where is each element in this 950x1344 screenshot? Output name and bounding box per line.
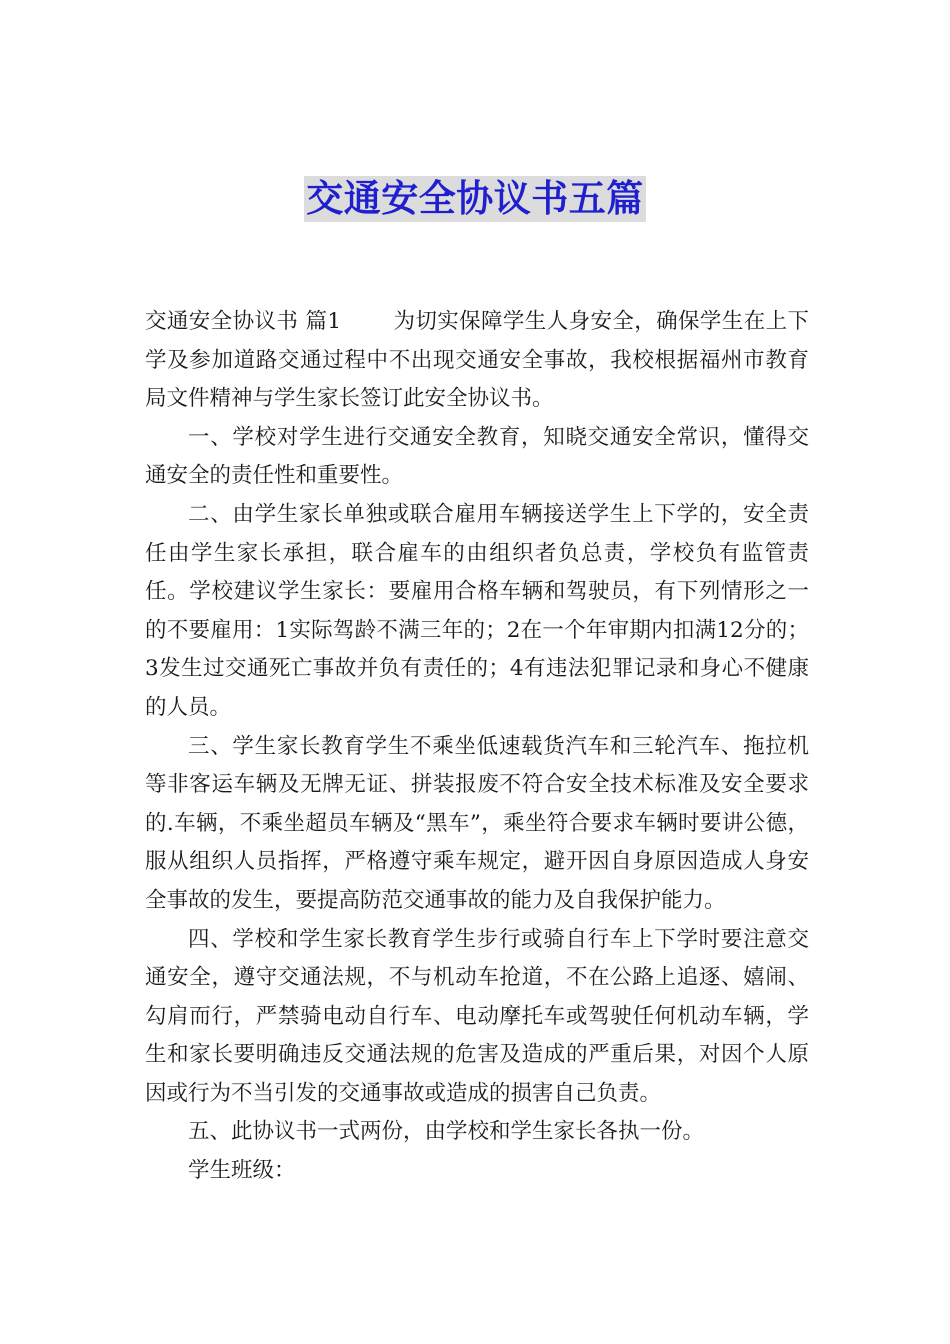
paragraph-4: 四、学校和学生家长教育学生步行或骑自行车上下学时要注意交通安全，遵守交通法规，不与机动车抢道，不在公路上追逐、嬉闹、勾肩而行，严禁骑电动自行车、电动摩托车或驾驶任何机动车辆，学生和家长要明确违反交通法规的危害及造成的严重后果，对因个人原因或行为不当引发的交通事故或造成的损害自己负责。 (145, 926, 809, 1106)
paragraph-3: 三、学生家长教育学生不乘坐低速载货汽车和三轮汽车、拖拉机等非客运车辆及无牌无证、拼装报废不符合安全技术标准及安全要求的.车辆，不乘坐超员车辆及“黑车”，乘坐符合要求车辆时要讲公德，服从组织人员指挥，严格遵守乘车规定，避开因自身原因造成人身安全事故的发生，要提高防范交通事故的能力及自我保护能力。 (145, 733, 809, 913)
student-class-label: 学生班级： (188, 1158, 296, 1184)
document-title: 交通安全协议书五篇 (306, 177, 644, 220)
document-body (145, 303, 809, 1191)
title-container (0, 176, 950, 222)
lead-text: 为切实保障学生人身安全，确保学生在上下学及参加道路交通过程中不出现交通安全事故，我校根据福州市教育局文件精神与学生家长签订此安全协议书。 (145, 309, 809, 412)
lead-paragraph (145, 303, 809, 419)
paragraph-2: 二、由学生家长单独或联合雇用车辆接送学生上下学的，安全责任由学生家长承担，联合雇车的由组织者负总责，学校负有监管责任。学校建议学生家长：要雇用合格车辆和驾驶员，有下列情形之一的不要雇用：1实际驾龄不满三年的；2在一个年审期内扣满12分的；3发生过交通死亡事故并负有责任的；4有违法犯罪记录和身心不健康的人员。 (145, 501, 809, 720)
paragraph-1: 一、学校对学生进行交通安全教育，知晓交通安全常识，懂得交通安全的责任性和重要性。 (145, 424, 809, 489)
lead-heading: 交通安全协议书 篇1 (145, 309, 342, 334)
paragraph-5: 五、此协议书一式两份，由学校和学生家长各执一份。 (188, 1119, 705, 1145)
